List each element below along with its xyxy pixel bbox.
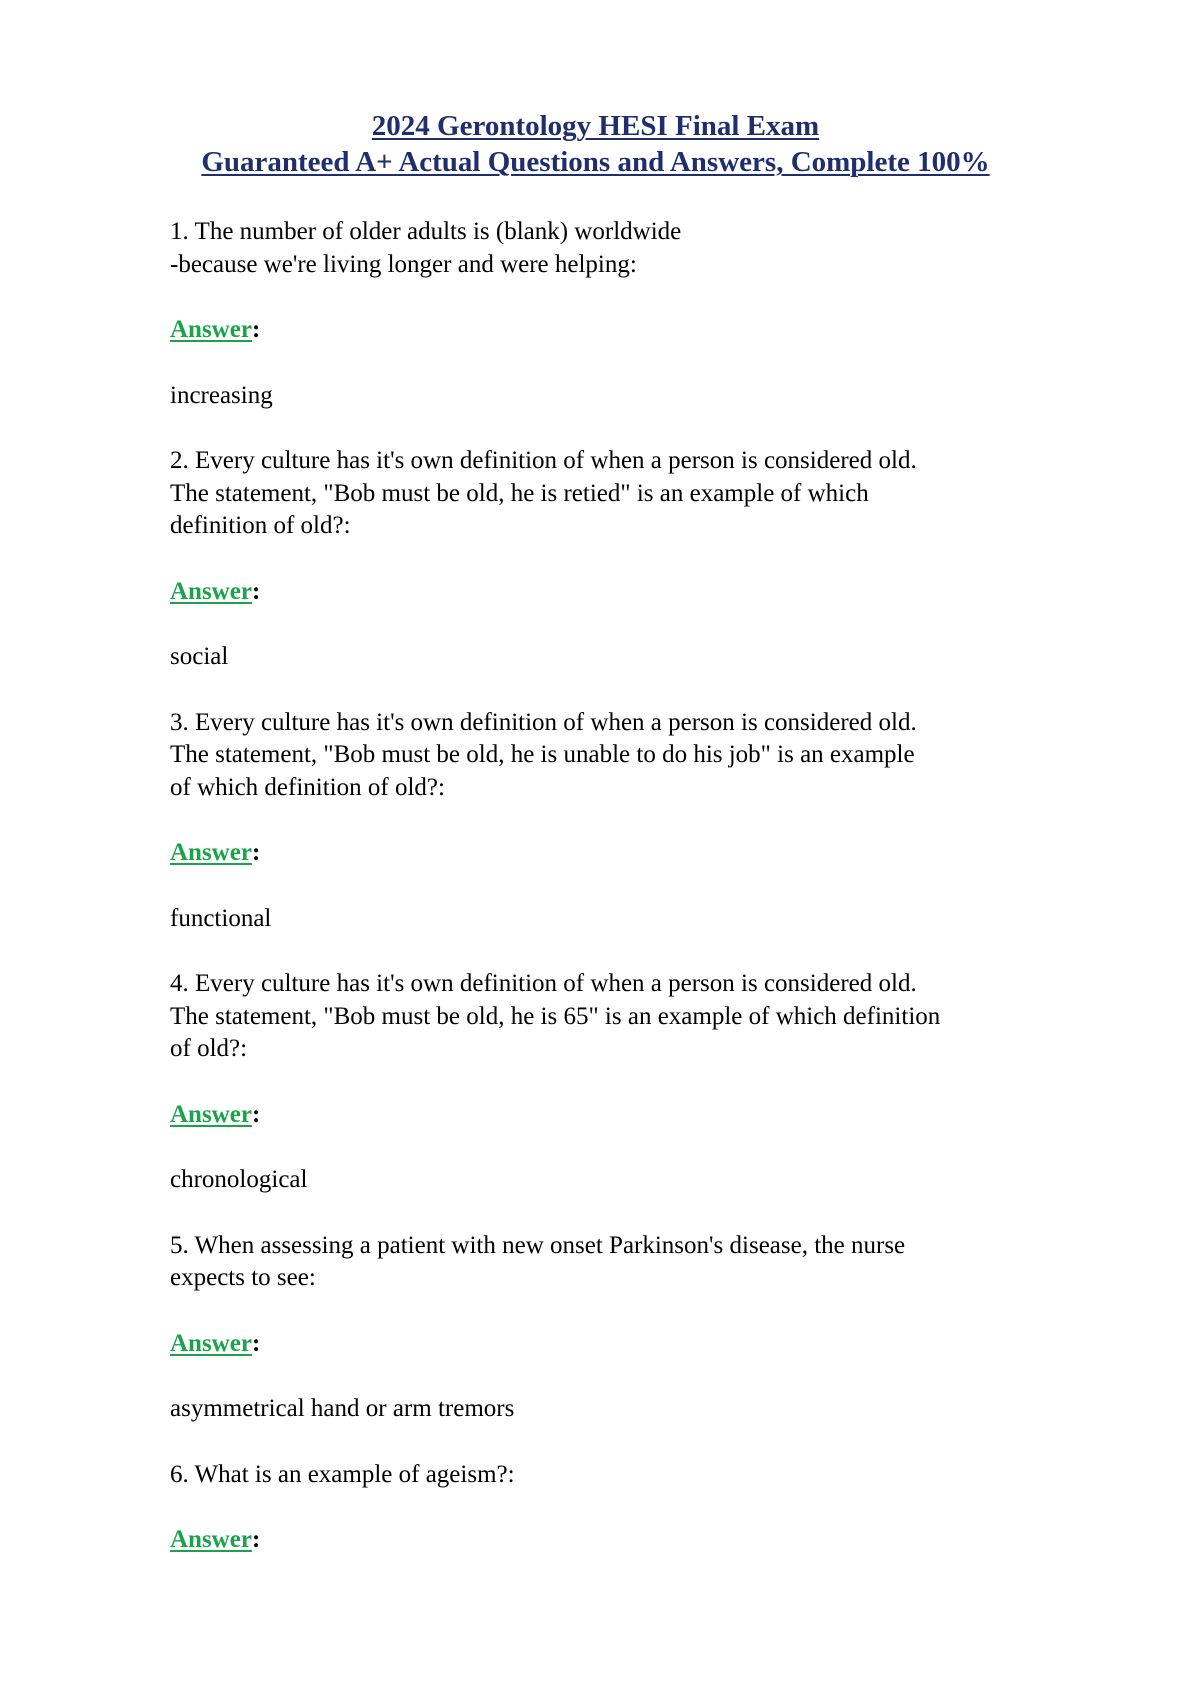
answer-label-colon: : xyxy=(251,316,261,343)
answer-label-word: Answer xyxy=(170,1100,252,1128)
answer-label xyxy=(170,1099,1050,1132)
question-text: 6. What is an example of ageism?: xyxy=(170,1460,515,1488)
qa-item-6 xyxy=(170,1459,1050,1557)
answer-text: functional xyxy=(170,904,272,932)
answer-label xyxy=(170,314,1050,347)
answer-label-colon: : xyxy=(251,1100,261,1128)
answer-label-colon: : xyxy=(251,1329,261,1357)
question-text: 5. When assessing a patient with new onset Parkinson's disease, the nurse expects to see: xyxy=(170,1231,906,1291)
question-text: 3. Every culture has it's own definition of when a person is considered old. The statement, "Bob must be old, he is unable to do his job" is an example of which definition of old?: xyxy=(170,708,917,801)
answer-label-word: Answer xyxy=(170,577,252,605)
qa-list xyxy=(170,216,1050,1590)
answer-text: chronological xyxy=(170,1166,308,1193)
qa-item-5 xyxy=(170,1230,1050,1426)
title-line-2: Guaranteed A+ Actual Questions and Answers, Complete 100% xyxy=(201,146,990,178)
qa-item-1 xyxy=(170,216,1050,412)
title-line-1: 2024 Gerontology HESI Final Exam xyxy=(371,110,820,142)
answer-label xyxy=(170,576,1050,609)
answer-label xyxy=(170,837,1050,870)
answer-label xyxy=(170,1328,1050,1361)
qa-item-3 xyxy=(170,707,1050,936)
answer-text: social xyxy=(170,643,229,670)
answer-label-colon: : xyxy=(251,1526,261,1553)
document-title xyxy=(0,108,1191,180)
answer-label-word: Answer xyxy=(170,316,252,343)
question-text: 1. The number of older adults is (blank) worldwide -because we're living longer and were helping: xyxy=(170,218,682,278)
answer-label-word: Answer xyxy=(170,1329,252,1357)
answer-text: increasing xyxy=(170,381,273,409)
answer-label-colon: : xyxy=(251,839,261,866)
answer-text: asymmetrical hand or arm tremors xyxy=(170,1395,515,1422)
answer-label-colon: : xyxy=(251,577,261,605)
answer-label xyxy=(170,1524,1050,1557)
qa-item-4 xyxy=(170,968,1050,1197)
question-text: 4. Every culture has it's own definition of when a person is considered old. The statement, "Bob must be old, he is 65" is an example of which definition of old?: xyxy=(170,970,941,1062)
question-text: 2. Every culture has it's own definition of when a person is considered old. The statement, "Bob must be old, he is retied" is an example of which definition of old?: xyxy=(170,447,917,539)
answer-label-word: Answer xyxy=(170,839,252,866)
qa-item-2 xyxy=(170,445,1050,674)
answer-label-word: Answer xyxy=(170,1526,252,1553)
